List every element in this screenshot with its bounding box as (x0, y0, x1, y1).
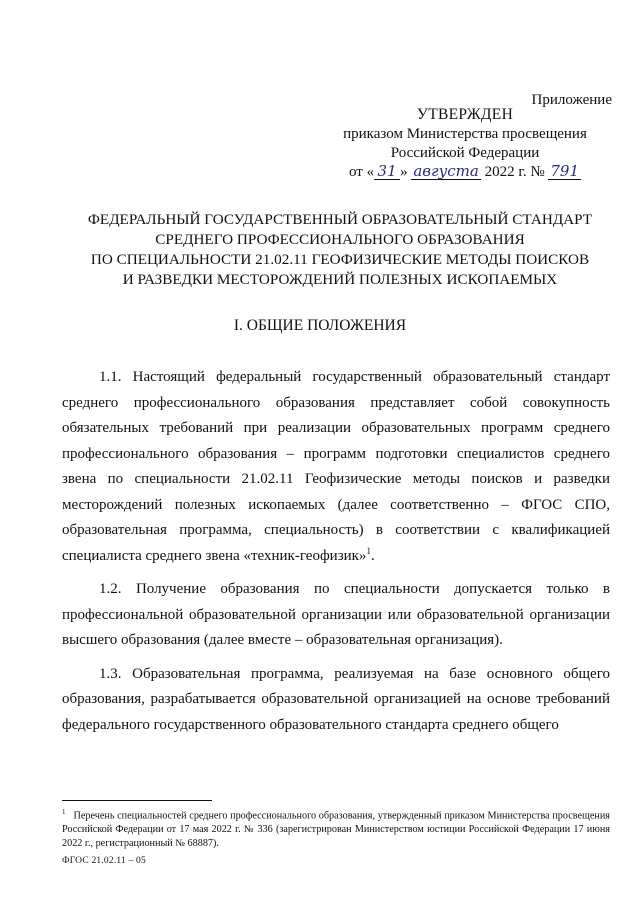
order-date-line (330, 163, 600, 182)
footnote-text: Перечень специальностей среднего профессионального образования, утвержденный приказом Министерства просвещения Российской Федерации от 17 мая 2022 г. № 336 (зарегистрирован Министерством юстиции Российской Федерации 17 июня 2022 г., регистрационный № 68887). (62, 810, 610, 850)
title-line-3: ПО СПЕЦИАЛЬНОСТИ 21.02.11 ГЕОФИЗИЧЕСКИЕ МЕТОДЫ ПОИСКОВ (90, 251, 590, 268)
date-mid: » (400, 164, 408, 180)
section-heading: I. ОБЩИЕ ПОЛОЖЕНИЯ (233, 317, 407, 334)
title-line-2: СРЕДНЕГО ПРОФЕССИОНАЛЬНОГО ОБРАЗОВАНИЯ (155, 231, 525, 248)
document-body (62, 365, 610, 746)
footnote-marker: 1 (62, 808, 66, 816)
approved-heading: УТВЕРЖДЕН (416, 106, 514, 123)
paragraph-1-1 (62, 365, 610, 569)
date-year: 2022 г. № (484, 164, 545, 180)
footnote-divider (62, 800, 212, 801)
document-title (60, 210, 620, 290)
title-line-1: ФЕДЕРАЛЬНЫЙ ГОСУДАРСТВЕННЫЙ ОБРАЗОВАТЕЛЬНЫЙ СТАНДАРТ (87, 211, 593, 228)
approval-block (330, 105, 600, 182)
footnote (62, 805, 610, 851)
title-line-4: И РАЗВЕДКИ МЕСТОРОЖДЕНИЙ ПОЛЕЗНЫХ ИСКОПАЕМЫХ (122, 271, 558, 288)
paragraph-1-1-end: . (370, 547, 375, 564)
paragraph-1-3: 1.3. Образовательная программа, реализуемая на базе основного общего образования, разрабатывается образовательной организацией на основе требований федерального государственного образовательного стандарта среднего общего (62, 665, 610, 733)
order-line-2: Российской Федерации (390, 145, 540, 161)
paragraph-1-2: 1.2. Получение образования по специальности допускается только в профессиональной образовательной организации или образовательной организации высшего образования (далее вместе – образовательная организация). (62, 581, 610, 648)
page-code: ФГОС 21.02.11 – 05 (62, 856, 146, 866)
handwritten-order-number: 791 (550, 162, 580, 180)
date-prefix: от « (348, 164, 375, 180)
footnote-ref[interactable]: 1 (366, 545, 371, 556)
order-line-1: приказом Министерства просвещения (343, 126, 587, 142)
handwritten-day: 31 (374, 164, 400, 180)
paragraph-1-1-text: 1.1. Настоящий федеральный государственный образовательный стандарт среднего профессионального образования представляет собой совокупность обязательных требований при реализации образовательных программ среднего профессионального образования – программ подготовки специалистов среднего звена по специальности 21.02.11 Геофизические методы поисков и разведки месторождений полезных ископаемых (далее соответственно – ФГОС СПО, образовательная программа, специальность) в соответствии с квалификацией специалиста среднего звена «техник-геофизик» (62, 369, 610, 564)
appendix-label: Приложение (531, 92, 612, 108)
handwritten-month: августа (413, 162, 479, 180)
